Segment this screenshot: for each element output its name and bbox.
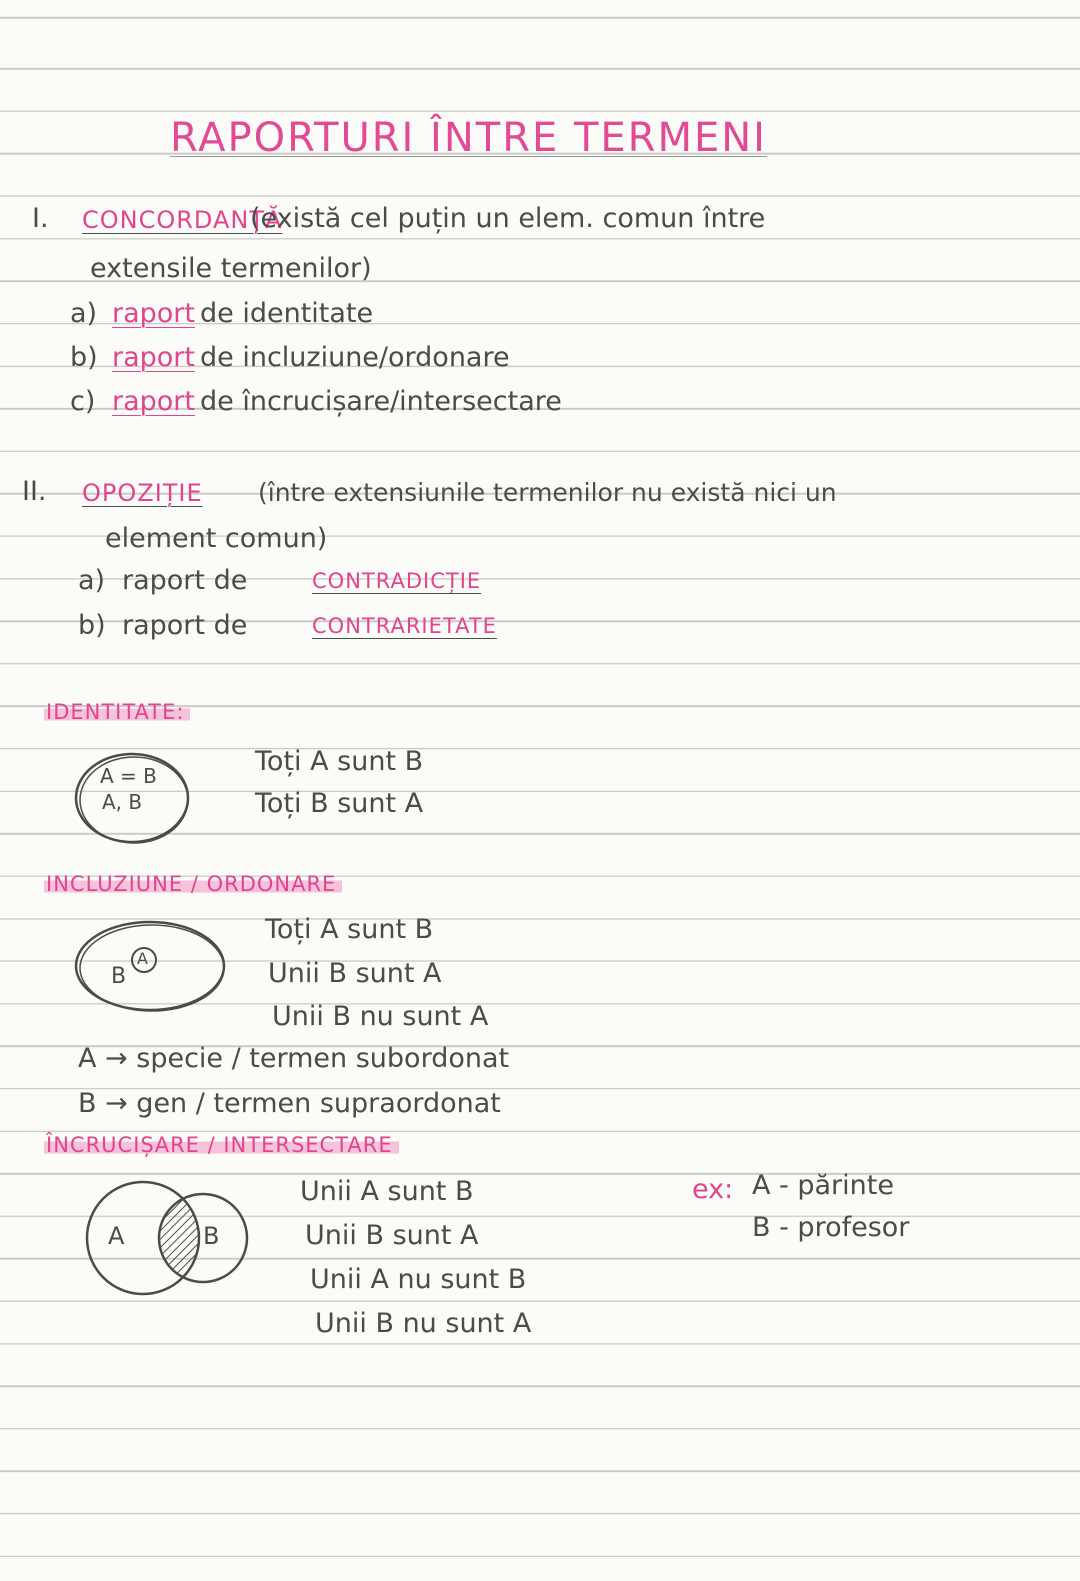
incluziune-statement-3: Unii B nu sunt A (272, 1001, 489, 1032)
concordanta-item-b-text (200, 344, 510, 371)
incrucisare-heading (44, 1135, 399, 1156)
incluziune-note-specie: A → specie / termen subordonat (78, 1043, 510, 1074)
concordanta-item-a-letter: a) (70, 298, 98, 329)
incrucisare-statement-4: Unii B nu sunt A (315, 1308, 532, 1339)
opozitie-item-b-rest: CONTRARIETATE (312, 614, 497, 638)
opozitie-item-a-label: raport de (122, 565, 248, 596)
opozitie-note-2: element comun) (105, 523, 328, 554)
concordanta-note-2: extensile termenilor) (90, 253, 372, 284)
concordanta-item-b-letter: b) (70, 342, 98, 373)
concordanta-item-c-rest: de încrucișare/intersectare (200, 386, 562, 417)
identitate-statement-2: Toți B sunt A (255, 788, 424, 819)
concordanta-item-b-label: raport (112, 342, 195, 373)
identitate-diagram-label-2: A, B (102, 790, 143, 814)
section-number-2: II. (22, 476, 47, 507)
incluziune-statement-1: Toți A sunt B (265, 914, 434, 945)
identitate-statement-1: Toți A sunt B (255, 746, 424, 777)
identitate-heading-text: IDENTITATE: (44, 700, 190, 724)
concordanta-item-c-text (200, 388, 562, 415)
section-number-1: I. (32, 203, 49, 234)
incluziune-note-gen: B → gen / termen supraordonat (78, 1088, 501, 1119)
incrucisare-statement-3: Unii A nu sunt B (310, 1264, 527, 1295)
opozitie-item-b-letter: b) (78, 610, 106, 641)
concordanta-note-1: (există cel puțin un elem. comun între (250, 203, 766, 234)
example-line-2: B - profesor (752, 1212, 910, 1243)
opozitie-item-a-rest: CONTRADICȚIE (312, 569, 482, 593)
incrucisare-label-b: B (203, 1222, 220, 1250)
incluziune-inner-label: A (137, 949, 148, 968)
opozitie-item-a-letter: a) (78, 565, 106, 596)
section-heading-concordanta: CONCORDANȚĂ (82, 206, 283, 234)
concordanta-item-b-rest: de incluziune/ordonare (200, 342, 510, 373)
identitate-heading (44, 702, 190, 723)
section-heading-opozitie: OPOZIȚIE (82, 479, 203, 507)
concordanta-item-a-label: raport (112, 298, 195, 329)
example-line-1: A - părinte (752, 1170, 894, 1201)
incluziune-outer-label: B (111, 964, 127, 989)
incrucisare-label-a: A (108, 1222, 125, 1250)
concordanta-item-c-letter: c) (70, 386, 96, 417)
incluziune-heading-text: INCLUZIUNE / ORDONARE (44, 872, 342, 896)
example-prefix: ex: (692, 1174, 734, 1205)
incrucisare-heading-text: ÎNCRUCIȘARE / INTERSECTARE (44, 1133, 399, 1157)
incluziune-diagram (72, 918, 232, 1018)
identitate-diagram-label-1: A = B (100, 764, 157, 788)
incluziune-heading (44, 874, 342, 895)
concordanta-item-a-rest: de identitate (200, 298, 374, 329)
opozitie-note-1: (între extensiunile termenilor nu există nici un (258, 478, 837, 507)
incluziune-statement-2: Unii B sunt A (268, 958, 442, 989)
concordanta-item-a-text (200, 300, 373, 327)
opozitie-item-b-label: raport de (122, 610, 248, 641)
concordanta-item-c-label: raport (112, 386, 195, 417)
incrucisare-statement-1: Unii A sunt B (300, 1176, 474, 1207)
incrucisare-statement-2: Unii B sunt A (305, 1220, 479, 1251)
page-title: RAPORTURI ÎNTRE TERMENI (170, 115, 767, 161)
